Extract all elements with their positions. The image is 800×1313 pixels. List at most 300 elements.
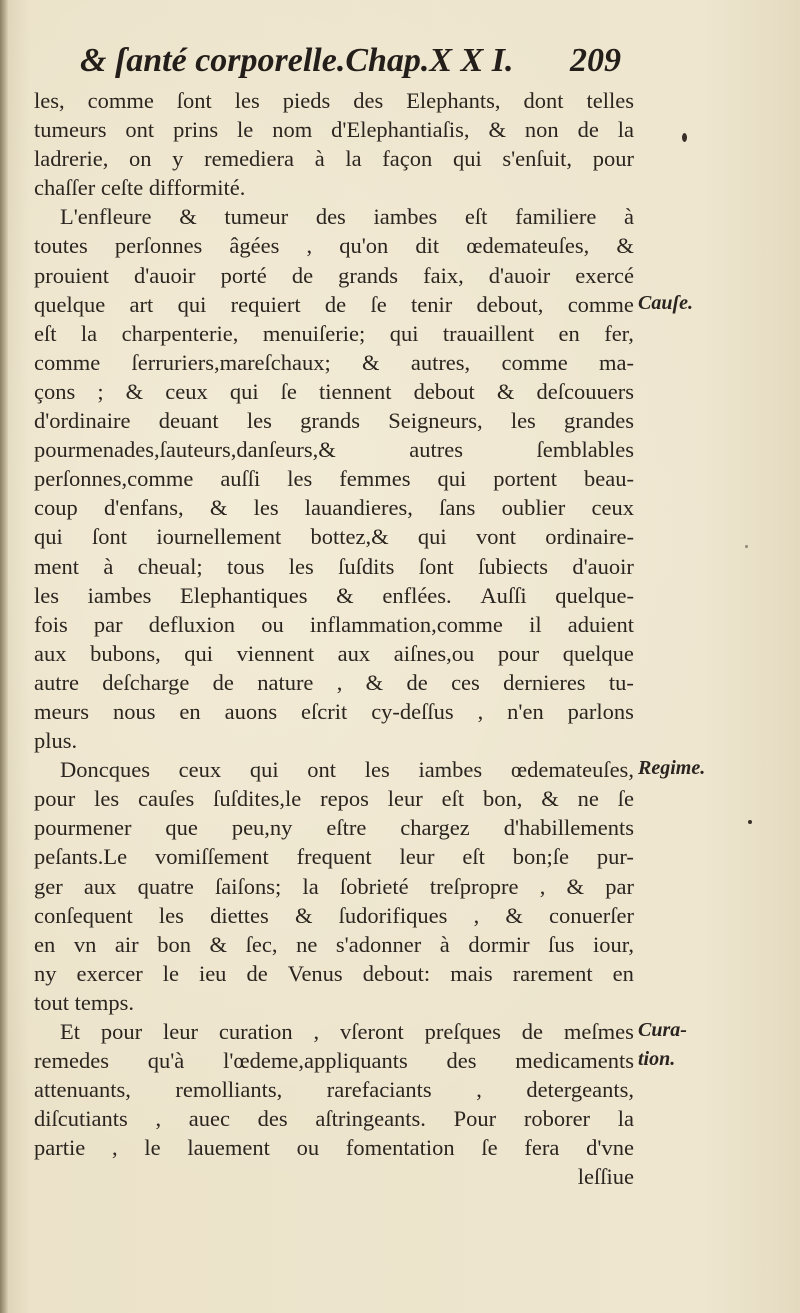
word: ſuſdits (338, 553, 395, 579)
word: & (336, 582, 354, 608)
word: charpenterie, (121, 320, 239, 346)
word: qui (437, 466, 467, 492)
word: par (93, 611, 123, 637)
word: telles (586, 88, 634, 113)
word: auſſi (220, 466, 261, 492)
word: Et (60, 1019, 80, 1044)
word: bon, (482, 786, 523, 812)
word: d'Elephantiaſis, (331, 117, 470, 143)
word: chargez (400, 815, 470, 841)
word: nous (112, 698, 156, 724)
word: partie (34, 1135, 86, 1161)
word: à (624, 204, 634, 230)
word: vomiſſement (154, 844, 269, 870)
text-line (34, 813, 634, 842)
word: ſont (418, 553, 454, 579)
word: ger (34, 873, 63, 899)
word: & (209, 931, 228, 957)
word: oublier (501, 495, 566, 521)
word: des (257, 1106, 288, 1132)
word: leur (399, 844, 435, 870)
word: , (477, 698, 484, 724)
word: iournellement (156, 524, 282, 550)
word: ſuſdites,le (213, 786, 302, 812)
margin-note: Cura- (638, 1019, 687, 1042)
word: des (353, 88, 384, 113)
word: ſec, (245, 931, 278, 957)
text-line (34, 901, 634, 930)
word: qui (417, 524, 447, 550)
word: des (446, 1048, 477, 1074)
word: L'enfleure (60, 204, 152, 230)
word: aux (83, 873, 117, 899)
word: remolliants, (175, 1077, 283, 1103)
word: perſonnes (114, 233, 203, 259)
word: , (111, 1135, 118, 1161)
text-line: chaſſer ceſte difformité. (34, 175, 246, 201)
word: exercer (76, 960, 143, 986)
word: ordinaire- (545, 524, 634, 550)
word: ſans (439, 495, 476, 521)
word: , (476, 1077, 482, 1103)
word: deſcharge (102, 669, 190, 695)
word: ma- (598, 349, 634, 375)
running-header (80, 42, 660, 92)
word: qui (184, 640, 214, 666)
word: deſcouuers (536, 378, 634, 404)
word: eſt (464, 204, 488, 230)
word: deuant (158, 408, 219, 434)
word: auec (188, 1106, 230, 1132)
word: grands (300, 408, 361, 434)
word: qu'à (147, 1048, 185, 1074)
text-line (34, 231, 634, 260)
word: ne (296, 931, 318, 957)
word: Doncques (60, 757, 150, 783)
word: quelque (562, 640, 634, 666)
word: qui (34, 524, 63, 550)
word: aux (337, 640, 371, 666)
word: d'enfans, (103, 495, 184, 521)
word: pour (592, 146, 634, 172)
word: pieds (282, 88, 331, 113)
word: la (345, 146, 362, 172)
word: faix, (423, 262, 464, 288)
text-line (34, 1075, 634, 1104)
text-line (34, 115, 634, 144)
word: frequent (296, 844, 372, 870)
word: , (473, 902, 480, 928)
text-line (34, 697, 634, 726)
word: pourmener (34, 815, 132, 841)
word: ſe (481, 1135, 498, 1161)
text-line (34, 202, 634, 231)
word: & (294, 902, 313, 928)
word: aiſnes,ou (393, 640, 475, 666)
word: autre (34, 669, 79, 695)
word: de (521, 1019, 544, 1044)
word: les (510, 408, 536, 434)
word: de (324, 291, 347, 317)
word: en (612, 960, 634, 986)
word: toutes (34, 233, 88, 259)
text-line (34, 755, 634, 784)
word: ſobrieté (339, 873, 409, 899)
word: s'adonner (335, 931, 422, 957)
word: trauaillent (442, 320, 535, 346)
word: quelque (34, 291, 106, 317)
word: qui (177, 291, 207, 317)
running-title: & ſanté corporelle.Chap.X X I. (80, 42, 514, 79)
word: qui (229, 378, 259, 404)
word: & (125, 378, 144, 404)
text-line (34, 464, 634, 493)
word: vſeront (340, 1019, 404, 1044)
word: art (129, 291, 154, 317)
word: fera (524, 1135, 560, 1161)
word: curation (218, 1019, 293, 1044)
word: ſaiſons; (215, 873, 282, 899)
word: leur (163, 1019, 199, 1044)
text-line (34, 1046, 634, 1075)
word: le (162, 960, 179, 986)
text-line (34, 1133, 634, 1162)
text-line (34, 930, 634, 959)
word: iambes (87, 582, 152, 608)
word: comme (87, 88, 154, 113)
word: en (558, 320, 580, 346)
text-line (34, 435, 634, 464)
word: attenuants, (34, 1077, 131, 1103)
word: fois (34, 611, 68, 637)
word: la (617, 117, 634, 143)
word: ſemblables (536, 437, 634, 463)
word: bottez,& (310, 524, 389, 550)
word: debout: (362, 960, 431, 986)
word: dernieres (503, 669, 586, 695)
word: ceux (165, 378, 208, 404)
word: les (158, 902, 184, 928)
text-line (34, 959, 634, 988)
word: de (291, 262, 314, 288)
page-gutter-shadow (0, 0, 8, 1313)
word: ont (307, 757, 337, 783)
word: les (364, 757, 390, 783)
word: remediera (204, 146, 295, 172)
word: lauandieres, (304, 495, 413, 521)
word: d'vne (586, 1135, 634, 1161)
word: ſudorifiques (338, 902, 448, 928)
word: conuerſer (549, 902, 634, 928)
word: cauſes (138, 786, 195, 812)
word: parlons (567, 698, 634, 724)
ink-speck (748, 820, 752, 824)
word: detergeants, (526, 1077, 634, 1103)
word: d'auoir (488, 262, 551, 288)
word: nature (257, 669, 314, 695)
word: porté (220, 262, 267, 288)
word: non (524, 117, 559, 143)
word: auons (224, 698, 278, 724)
word: remedes (34, 1048, 109, 1074)
word: fer, (604, 320, 634, 346)
text-line (34, 552, 634, 581)
word: qui (452, 146, 482, 172)
text-line (34, 348, 634, 377)
word: les (287, 466, 313, 492)
word: cheual; (137, 553, 203, 579)
text-line (34, 86, 634, 115)
word: œdemateuſes, (510, 757, 634, 783)
word: tu- (608, 669, 634, 695)
word: leur (387, 786, 423, 812)
word: vn (73, 931, 97, 957)
word: ; (97, 378, 104, 404)
word: preſques (424, 1019, 501, 1044)
word: qui (389, 320, 419, 346)
word: iour, (593, 931, 634, 957)
word: s'enſuit, (502, 146, 573, 172)
word: comme (567, 291, 634, 317)
word: debout, (476, 291, 544, 317)
word: meſmes (563, 1019, 634, 1044)
text-line (34, 872, 634, 901)
text-line: plus. (34, 728, 78, 754)
word: des (315, 204, 346, 230)
word: cy-deſſus (371, 698, 454, 724)
text-line (34, 261, 634, 290)
text-line (34, 406, 634, 435)
word: Seigneurs, (388, 408, 483, 434)
word: mais (450, 960, 493, 986)
word: lauement (187, 1135, 270, 1161)
text-line (34, 377, 634, 406)
word: façon (382, 146, 433, 172)
word: perſonnes,comme (34, 466, 194, 492)
text-line (34, 842, 634, 871)
word: ou (296, 1135, 320, 1161)
word: l'œdeme,appliquants (223, 1048, 408, 1074)
word: les (288, 553, 314, 579)
word: ieu (198, 960, 227, 986)
word: aux (34, 640, 67, 666)
word: , (539, 873, 546, 899)
word: les (94, 786, 120, 812)
page-number: 209 (570, 42, 621, 79)
word: d'auoir (134, 262, 196, 288)
word: le (237, 117, 254, 143)
word: de (246, 960, 268, 986)
margin-note: tion. (638, 1048, 676, 1071)
word: roborer (523, 1106, 591, 1132)
text-line (34, 144, 634, 173)
word: ſus (548, 931, 575, 957)
word: & (362, 349, 380, 375)
word: bubons, (90, 640, 161, 666)
word: d'ordinaire (34, 408, 131, 434)
word: les (34, 582, 59, 608)
text-line (34, 319, 634, 348)
word: meurs (34, 698, 89, 724)
word: autres (409, 437, 464, 463)
word: ceux (178, 757, 222, 783)
word: quatre (137, 873, 194, 899)
word: les (246, 408, 272, 434)
word: eſt (441, 786, 465, 812)
word: d'auoir (572, 553, 634, 579)
word: à (103, 553, 114, 579)
word: que (165, 815, 198, 841)
word: , (313, 1019, 320, 1044)
word: & (179, 204, 197, 230)
word: aſtringeants. (315, 1106, 426, 1132)
word: dont (523, 88, 564, 113)
word: diſcutiants (34, 1106, 128, 1132)
word: ladrerie, (34, 146, 109, 172)
word: pur- (596, 844, 634, 870)
word: portent (493, 466, 557, 492)
word: Auſſi (480, 582, 527, 608)
word: ſont (92, 524, 128, 550)
word: Venus (287, 960, 343, 986)
text-line (34, 784, 634, 813)
word: on (129, 146, 152, 172)
word: tumeur (224, 204, 289, 230)
word: les (234, 88, 260, 113)
text-line (34, 1017, 634, 1046)
word: âgées (229, 233, 280, 259)
word: exercé (575, 262, 634, 288)
word: , (155, 1106, 162, 1132)
word: à (314, 146, 325, 172)
word: en (34, 931, 56, 957)
text-line (34, 639, 634, 668)
word: le (144, 1135, 161, 1161)
word: de (577, 117, 599, 143)
text-line (34, 1104, 634, 1133)
word: autres, (410, 349, 471, 375)
word: , (306, 233, 313, 259)
word: Elephantiques (180, 582, 308, 608)
word: air (114, 931, 139, 957)
word: ont (125, 117, 155, 143)
word: comme (501, 349, 568, 375)
word: medicaments (515, 1048, 634, 1074)
word: , (336, 669, 343, 695)
word: œdemateuſes, (466, 233, 590, 259)
word: Elephants, (406, 88, 501, 113)
word: pourmenades,ſauteurs,danſeurs,& (34, 437, 336, 463)
word: ment (34, 553, 79, 579)
word: bon;ſe (512, 844, 569, 870)
word: prins (173, 117, 219, 143)
word: & (505, 902, 523, 928)
text-line (34, 522, 634, 551)
text-line (34, 581, 634, 610)
body-text (34, 86, 634, 1192)
word: familiere (515, 204, 597, 230)
word: par (605, 873, 634, 899)
word: à (439, 931, 450, 957)
word: pour (34, 786, 76, 812)
text-line: tout temps. (34, 989, 134, 1015)
word: ou (261, 611, 284, 637)
word: y (172, 146, 184, 172)
text-line (34, 493, 634, 522)
word: d'habillements (503, 815, 634, 841)
word: de (212, 669, 234, 695)
word: tumeurs (34, 117, 107, 143)
word: peſants.Le (34, 844, 128, 870)
word: & (488, 117, 506, 143)
word: treſpropre (429, 873, 519, 899)
word: quelque- (555, 582, 634, 608)
word: peu,ny (231, 815, 293, 841)
word: ſe (617, 786, 634, 812)
word: rarement (512, 960, 593, 986)
word: nom (272, 117, 313, 143)
word: & (365, 669, 384, 695)
ink-speck (682, 133, 687, 142)
word: eſt (34, 320, 57, 346)
word: beau- (583, 466, 634, 492)
word: bon (157, 931, 191, 957)
word: fomentation (345, 1135, 455, 1161)
word: prouient (34, 262, 109, 288)
word: enflées. (382, 582, 452, 608)
word: ſe (280, 378, 297, 404)
word: iambes (373, 204, 438, 230)
word: ces (451, 669, 480, 695)
word: & (616, 233, 634, 259)
word: & (209, 495, 228, 521)
word: ſubiects (478, 553, 549, 579)
word: eſcrit (301, 698, 348, 724)
word: diettes (210, 902, 269, 928)
word: de (406, 669, 428, 695)
word: comme (34, 349, 101, 375)
word: qui (249, 757, 279, 783)
word: les (253, 495, 279, 521)
word: qu'on (339, 233, 389, 259)
word: conſequent (34, 902, 133, 928)
ink-speck (745, 545, 748, 548)
text-line (34, 290, 634, 319)
word: tenir (410, 291, 453, 317)
word: la (80, 320, 98, 346)
word: rarefaciants (326, 1077, 432, 1103)
word: n'en (507, 698, 544, 724)
word: debout (413, 378, 475, 404)
word: coup (34, 495, 78, 521)
word: dit (415, 233, 440, 259)
word: vont (475, 524, 516, 550)
word: il (529, 611, 542, 637)
word: çons (34, 378, 76, 404)
word: grands (338, 262, 399, 288)
catchword-line (34, 1162, 634, 1191)
word: iambes (418, 757, 483, 783)
word: la (617, 1106, 634, 1132)
word: tous (226, 553, 265, 579)
word: en (179, 698, 201, 724)
word: requiert (230, 291, 301, 317)
word: pour (497, 640, 540, 666)
margin-note: Cauſe. (638, 291, 693, 314)
word: repos (320, 786, 369, 812)
word: eſt (462, 844, 485, 870)
word: eſtre (326, 815, 367, 841)
